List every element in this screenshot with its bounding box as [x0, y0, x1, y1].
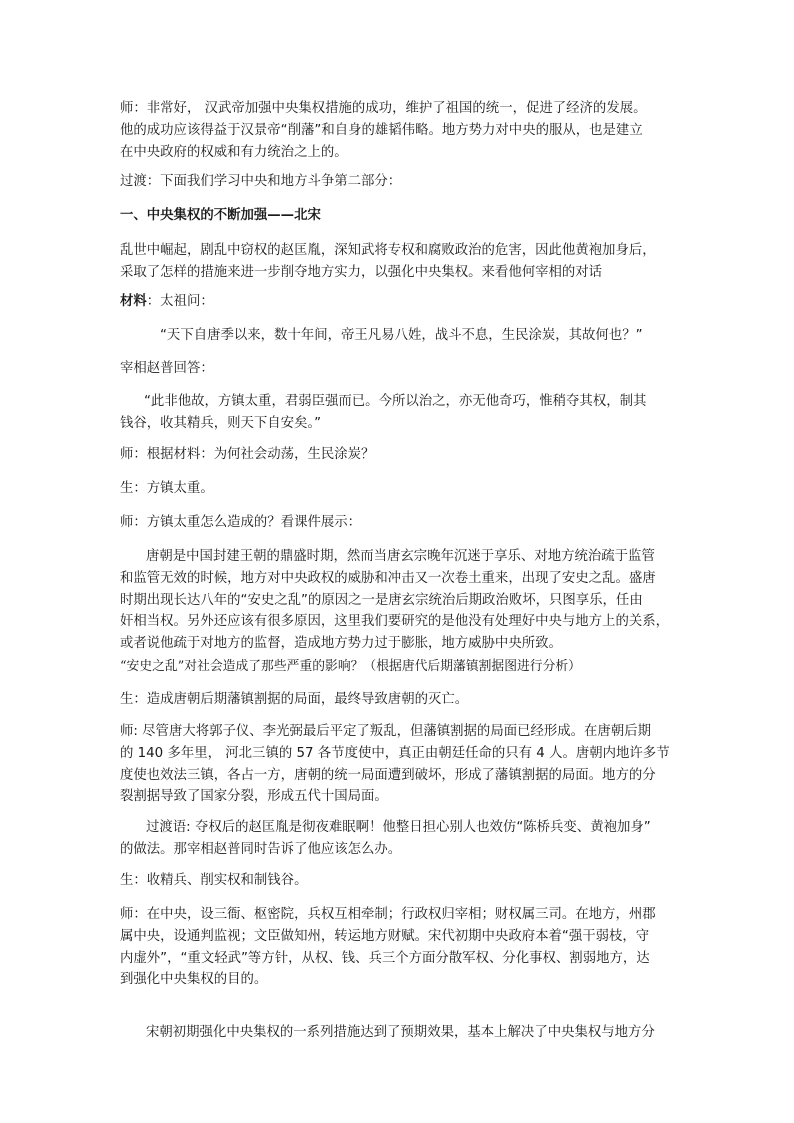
text-line: “此非他故，方镇太重，君弱臣强而已。今所以治之，亦无他奇巧，惟稍夺其权，制其: [144, 394, 647, 409]
quote-taizu: “天下自唐季以来，数十年间，帝王凡易八姓，战斗不息，生民涂炭，其故何也？”: [160, 328, 643, 343]
material-line: [120, 291, 676, 313]
paragraph-song-summary: 宋朝初期强化中央集权的一系列措施达到了预期效果，基本上解决了中央集权与地方分: [146, 1025, 655, 1040]
text-line: 乱世中崛起，剧乱中窃权的赵匡胤，深知武将专权和腐败政治的危害，因此他黄袍加身后，: [120, 243, 656, 258]
text-line: 唐朝是中国封建王朝的鼎盛时期，然而当唐玄宗晚年沉迷于享乐、对地方统治疏于监管: [146, 549, 655, 564]
text-line: 在中央政府的权威和有力统治之上的。: [120, 144, 348, 160]
text-line: 到强化中央集权的目的。: [120, 972, 268, 988]
paragraph-teacher-tang: [120, 721, 676, 808]
student-answer-2: 生：造成唐朝后期藩镇割据的局面，最终导致唐朝的灭亡。: [120, 692, 469, 707]
teacher-question-2: 师：方镇太重怎么造成的？看课件展示：: [120, 515, 362, 530]
text-line: 他的成功应该得益于汉景帝“削藩”和自身的雄韬伟略。地方势力对中央的服从，也是建立: [120, 122, 643, 138]
text-line: 属中央，设通判监视；文臣做知州，转运地方财赋。宋代初期中央政府本着“强干弱枝，守: [120, 928, 650, 944]
material-label: 材料: [120, 294, 147, 309]
text-line: 师：非常好， 汉武帝加强中央集权措施的成功，维护了祖国的统一，促进了经济的发展。: [120, 101, 647, 116]
section-heading: 一、中央集权的不断加强——北宋: [120, 208, 321, 223]
text-line: 的做法。那宰相赵普同时告诉了他应该怎么办。: [120, 841, 402, 857]
teacher-question-1: 师：根据材料：为何社会动荡，生民涂炭？: [120, 447, 375, 462]
question-line: “安史之乱”对社会造成了那些严重的影响？（根据唐代后期藩镇割据图进行分析）: [120, 659, 581, 674]
paragraph-zhao: [120, 240, 676, 284]
text-line: 或者说他疏于对地方的监督，造成地方势力过于膨胀，地方威胁中央所致。: [120, 636, 562, 652]
transition-line: 过渡：下面我们学习中央和地方斗争第二部分：: [120, 174, 402, 189]
paragraph-teacher-song: [120, 904, 676, 991]
text-line: 师: 尽管唐大将郭子仪、李光弼最后平定了叛乱，但藩镇割据的局面已经形成。在唐朝后期: [120, 724, 651, 739]
text-line: 裂割据导致了国家分裂，形成五代十国局面。: [120, 789, 388, 805]
text-line: 师：在中央，设三衙、枢密院，兵权互相牵制；行政权归宰相；财权属三司。在地方，州郡: [120, 907, 656, 922]
material-text: ：太祖问：: [146, 294, 214, 309]
paragraph-tang: [120, 546, 676, 655]
text-line: 内虚外”，“重文轻武”等方针，从权、钱、兵三个方面分散军权、分化事权、割弱地方，达: [120, 950, 650, 966]
text-line: 时期出现长达八年的“安史之乱”的原因之一是唐玄宗统治后期政治败坏，只图享乐，任由: [120, 592, 643, 608]
text-line: 和监管无效的时候，地方对中央政权的威胁和冲击又一次卷土重来，出现了安史之乱。盛唐: [120, 570, 656, 586]
text-line: 的 140 多年里， 河北三镇的 57 各节度使中，真正由朝廷任命的只有 4 人。唐朝内地许多节: [120, 745, 670, 761]
quote-zhaopu: [120, 391, 676, 435]
text-line: 采取了怎样的措施来进一步削夺地方实力，以强化中央集权。来看他何宰相的对话: [120, 264, 603, 280]
text-line: 奸相当权。另外还应该有很多原因，这里我们要研究的是他没有处理好中央与地方上的关系，: [120, 614, 670, 630]
student-answer-3: 生：收精兵、削实权和制钱谷。: [120, 873, 308, 888]
text-line: 度使也效法三镇，各占一方，唐朝的统一局面遭到破坏，形成了藩镇割据的局面。地方的分: [120, 767, 656, 783]
paragraph-transition-2: [120, 817, 676, 861]
paragraph-teacher-han: [120, 98, 676, 163]
text-line: 过渡语: 夺权后的赵匡胤是彻夜难眠啊！他整日担心别人也效仿“陈桥兵变、黄袍加身”: [146, 820, 651, 835]
text-line: 钱谷，收其精兵，则天下自安矣。”: [120, 415, 322, 431]
minister-line: 宰相赵普回答：: [120, 361, 214, 376]
student-answer-1: 生：方镇太重。: [120, 481, 214, 496]
